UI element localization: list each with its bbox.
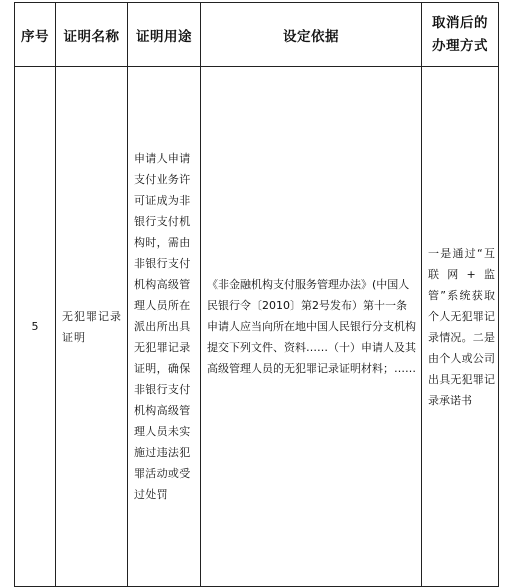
table-row bbox=[15, 67, 499, 587]
certificate-table bbox=[14, 2, 499, 587]
header-handling-line-2: 办理方式 bbox=[432, 37, 488, 54]
header-legal-basis: 设定依据 bbox=[201, 3, 422, 67]
header-certificate-purpose: 证明用途 bbox=[128, 3, 201, 67]
header-serial-number: 序号 bbox=[15, 3, 56, 67]
cell-legal-basis: 《非金融机构支付服务管理办法》(中国人民银行令〔2010〕第2号发布）第十一条 申请人应当向所在地中国人民银行分支机构提交下列文件、资料……（十）申请人及其高级管理人员的无犯罪记录证明材料；…… bbox=[201, 67, 422, 587]
header-certificate-name: 证明名称 bbox=[56, 3, 128, 67]
table-header-row bbox=[15, 3, 499, 67]
header-handling-line-1: 取消后的 bbox=[432, 14, 488, 31]
header-handling-after-cancellation bbox=[422, 3, 499, 67]
cell-serial-number: 5 bbox=[15, 67, 56, 587]
cell-certificate-name: 无犯罪记录证明 bbox=[56, 67, 128, 587]
cell-handling-after-cancellation: 一是通过“互联网+监管”系统获取个人无犯罪记录情况。二是由个人或公司出具无犯罪记录承诺书 bbox=[422, 67, 499, 587]
cell-certificate-purpose: 申请人申请支付业务许可证成为非银行支付机构时，需由非银行支付机构高级管理人员所在派出所出具无犯罪记录证明，确保非银行支付机构高级管理人员未实施过违法犯罪活动或受过处罚 bbox=[128, 67, 201, 587]
